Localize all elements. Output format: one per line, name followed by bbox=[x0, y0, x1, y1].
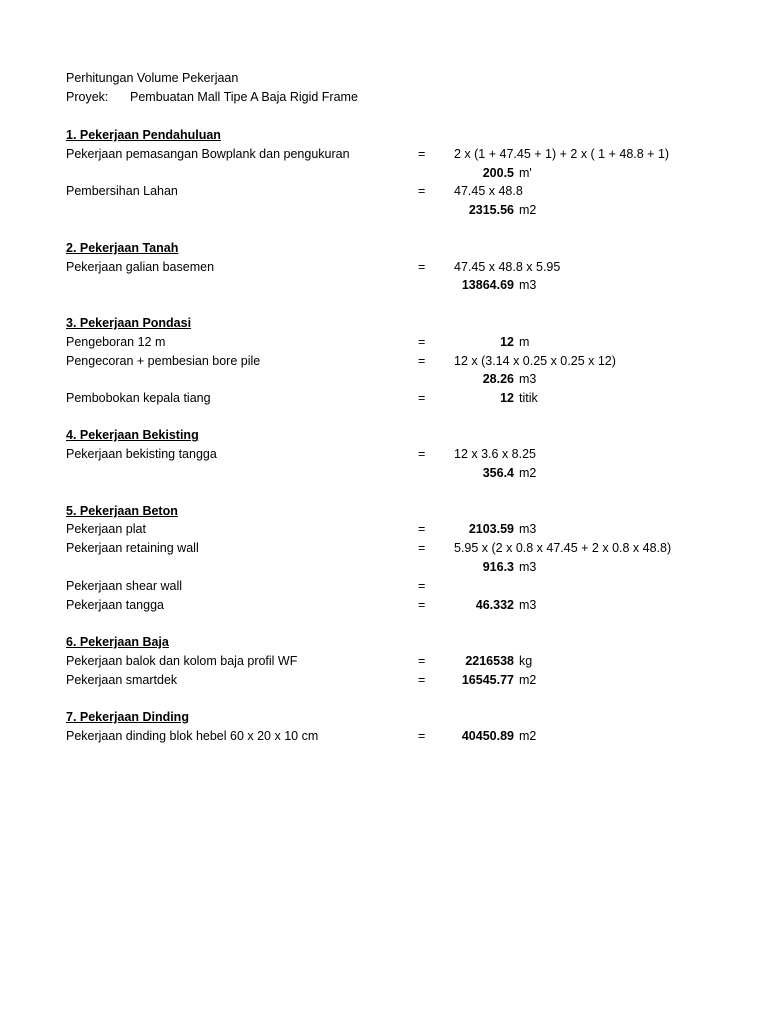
result-row bbox=[0, 370, 768, 389]
item-label: Pekerjaan retaining wall bbox=[66, 541, 199, 555]
section-heading-row bbox=[0, 239, 768, 258]
result-unit: kg bbox=[519, 654, 533, 668]
equals-sign: = bbox=[418, 147, 426, 161]
result-value: 2315.56 bbox=[468, 203, 514, 217]
section-heading: 6. Pekerjaan Baja bbox=[66, 635, 169, 649]
item-row bbox=[0, 182, 768, 201]
result-unit: m2 bbox=[519, 203, 537, 217]
result-row bbox=[0, 164, 768, 183]
section-heading-row bbox=[0, 426, 768, 445]
result-row bbox=[0, 558, 768, 577]
section-heading: 7. Pekerjaan Dinding bbox=[66, 710, 189, 724]
section-heading: 5. Pekerjaan Beton bbox=[66, 504, 178, 518]
item-label: Pekerjaan smartdek bbox=[66, 673, 178, 687]
result-unit: m' bbox=[519, 166, 532, 180]
result-value: 16545.77 bbox=[461, 673, 514, 687]
item-row bbox=[0, 520, 768, 539]
item-label: Pengecoran + pembesian bore pile bbox=[66, 354, 261, 368]
item-row bbox=[0, 389, 768, 408]
result-value: 2216538 bbox=[465, 654, 514, 668]
result-value: 12 bbox=[500, 335, 514, 349]
formula-expression: 2 x (1 + 47.45 + 1) + 2 x ( 1 + 48.8 + 1) bbox=[454, 147, 670, 161]
formula-expression: 5.95 x (2 x 0.8 x 47.45 + 2 x 0.8 x 48.8) bbox=[454, 541, 672, 555]
result-value: 28.26 bbox=[482, 372, 514, 386]
section-heading: 1. Pekerjaan Pendahuluan bbox=[66, 128, 221, 142]
result-unit: m3 bbox=[519, 372, 537, 386]
item-label: Pembersihan Lahan bbox=[66, 184, 178, 198]
project-row bbox=[0, 88, 768, 107]
result-unit: titik bbox=[519, 391, 538, 405]
equals-sign: = bbox=[418, 184, 426, 198]
equals-sign: = bbox=[418, 260, 426, 274]
equals-sign: = bbox=[418, 447, 426, 461]
result-value: 13864.69 bbox=[461, 278, 514, 292]
equals-sign: = bbox=[418, 673, 426, 687]
result-value: 40450.89 bbox=[461, 729, 514, 743]
result-unit: m2 bbox=[519, 729, 537, 743]
result-unit: m3 bbox=[519, 522, 537, 536]
result-row bbox=[0, 464, 768, 483]
item-row bbox=[0, 577, 768, 596]
result-unit: m bbox=[519, 335, 530, 349]
section-heading: 3. Pekerjaan Pondasi bbox=[66, 316, 192, 330]
equals-sign: = bbox=[418, 354, 426, 368]
equals-sign: = bbox=[418, 335, 426, 349]
equals-sign: = bbox=[418, 541, 426, 555]
item-row bbox=[0, 539, 768, 558]
item-label: Pekerjaan plat bbox=[66, 522, 146, 536]
formula-expression: 12 x (3.14 x 0.25 x 0.25 x 12) bbox=[454, 354, 616, 368]
equals-sign: = bbox=[418, 391, 426, 405]
result-value: 46.332 bbox=[475, 598, 514, 612]
result-unit: m3 bbox=[519, 278, 537, 292]
item-label: Pekerjaan bekisting tangga bbox=[66, 447, 217, 461]
document-title: Perhitungan Volume Pekerjaan bbox=[66, 71, 239, 85]
title-row bbox=[0, 69, 768, 88]
item-row bbox=[0, 652, 768, 671]
equals-sign: = bbox=[418, 522, 426, 536]
section-heading: 2. Pekerjaan Tanah bbox=[66, 241, 179, 255]
equals-sign: = bbox=[418, 579, 426, 593]
result-unit: m3 bbox=[519, 598, 537, 612]
formula-expression: 47.45 x 48.8 x 5.95 bbox=[454, 260, 561, 274]
item-label: Pekerjaan dinding blok hebel 60 x 20 x 10 cm bbox=[66, 729, 319, 743]
result-value: 200.5 bbox=[482, 166, 514, 180]
item-row bbox=[0, 671, 768, 690]
result-value: 916.3 bbox=[482, 560, 514, 574]
result-row bbox=[0, 276, 768, 295]
item-row bbox=[0, 727, 768, 746]
section-heading: 4. Pekerjaan Bekisting bbox=[66, 428, 199, 442]
item-label: Pembobokan kepala tiang bbox=[66, 391, 211, 405]
section-heading-row bbox=[0, 314, 768, 333]
result-value: 12 bbox=[500, 391, 514, 405]
item-row bbox=[0, 445, 768, 464]
result-row bbox=[0, 201, 768, 220]
result-unit: m2 bbox=[519, 466, 537, 480]
item-row bbox=[0, 333, 768, 352]
section-heading-row bbox=[0, 708, 768, 727]
project-label: Proyek: bbox=[66, 90, 109, 104]
item-row bbox=[0, 258, 768, 277]
equals-sign: = bbox=[418, 729, 426, 743]
item-row bbox=[0, 596, 768, 615]
result-value: 356.4 bbox=[482, 466, 514, 480]
item-label: Pekerjaan shear wall bbox=[66, 579, 183, 593]
item-row bbox=[0, 352, 768, 371]
item-label: Pekerjaan pemasangan Bowplank dan pengukuran bbox=[66, 147, 350, 161]
item-label: Pengeboran 12 m bbox=[66, 335, 166, 349]
section-heading-row bbox=[0, 502, 768, 521]
item-row bbox=[0, 145, 768, 164]
equals-sign: = bbox=[418, 654, 426, 668]
formula-expression: 12 x 3.6 x 8.25 bbox=[454, 447, 537, 461]
equals-sign: = bbox=[418, 598, 426, 612]
result-value: 2103.59 bbox=[468, 522, 514, 536]
result-unit: m2 bbox=[519, 673, 537, 687]
section-heading-row bbox=[0, 126, 768, 145]
result-unit: m3 bbox=[519, 560, 537, 574]
project-name: Pembuatan Mall Tipe A Baja Rigid Frame bbox=[130, 90, 358, 104]
section-heading-row bbox=[0, 633, 768, 652]
item-label: Pekerjaan balok dan kolom baja profil WF bbox=[66, 654, 298, 668]
item-label: Pekerjaan galian basemen bbox=[66, 260, 215, 274]
item-label: Pekerjaan tangga bbox=[66, 598, 164, 612]
formula-expression: 47.45 x 48.8 bbox=[454, 184, 523, 198]
